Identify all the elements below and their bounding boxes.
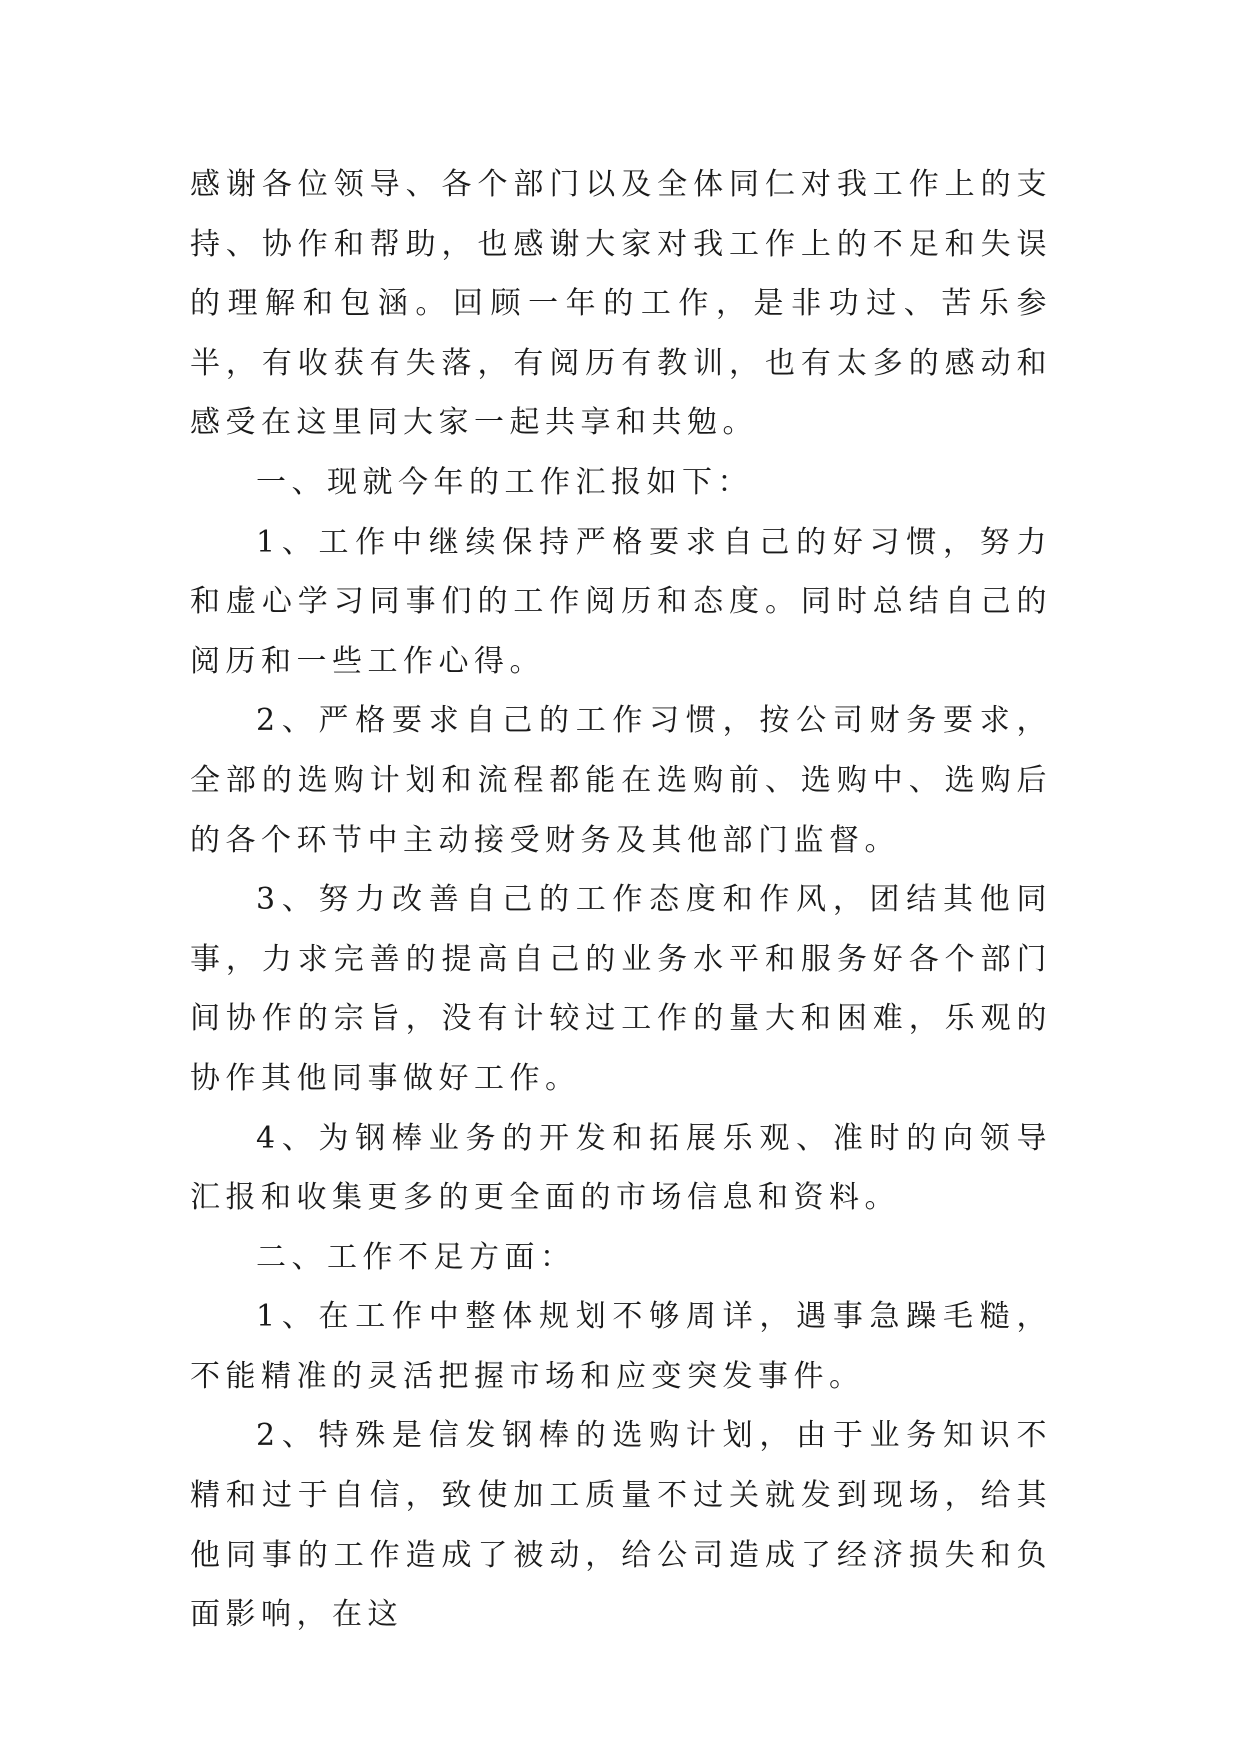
paragraph-item-3: 3、努力改善自己的工作态度和作风，团结其他同事，力求完善的提高自己的业务水平和服务好各个部门间协作的宗旨，没有计较过工作的量大和困难，乐观的协作其他同事做好工作。 [190,882,1052,1096]
paragraph-item-4: 4、为钢棒业务的开发和拓展乐观、准时的向领导汇报和收集更多的更全面的市场信息和资料。 [190,1120,1052,1216]
document-body [190,155,1052,1645]
paragraph-item-1: 1、工作中继续保持严格要求自己的好习惯，努力和虚心学习同事们的工作阅历和态度。同时总结自己的阅历和一些工作心得。 [190,524,1052,679]
paragraph-shortcoming-2: 2、特殊是信发钢棒的选购计划，由于业务知识不精和过于自信，致使加工质量不过关就发到现场，给其他同事的工作造成了被动，给公司造成了经济损失和负面影响，在这 [190,1418,1052,1633]
section-heading-shortcomings: 二、工作不足方面： [256,1239,576,1275]
paragraph-item-2: 2、严格要求自己的工作习惯，按公司财务要求，全部的选购计划和流程都能在选购前、选购中、选购后的各个环节中主动接受财务及其他部门监督。 [190,703,1052,858]
paragraph-shortcoming-1: 1、在工作中整体规划不够周详，遇事急躁毛糙，不能精准的灵活把握市场和应变突发事件。 [190,1299,1052,1394]
section-heading-work-report: 一、现就今年的工作汇报如下： [256,464,753,500]
paragraph-intro: 感谢各位领导、各个部门以及全体同仁对我工作上的支持、协作和帮助，也感谢大家对我工作上的不足和失误的理解和包涵。回顾一年的工作，是非功过、苦乐参半，有收获有失落，有阅历有教训，也有太多的感动和感受在这里同大家一起共享和共勉。 [190,167,1052,441]
